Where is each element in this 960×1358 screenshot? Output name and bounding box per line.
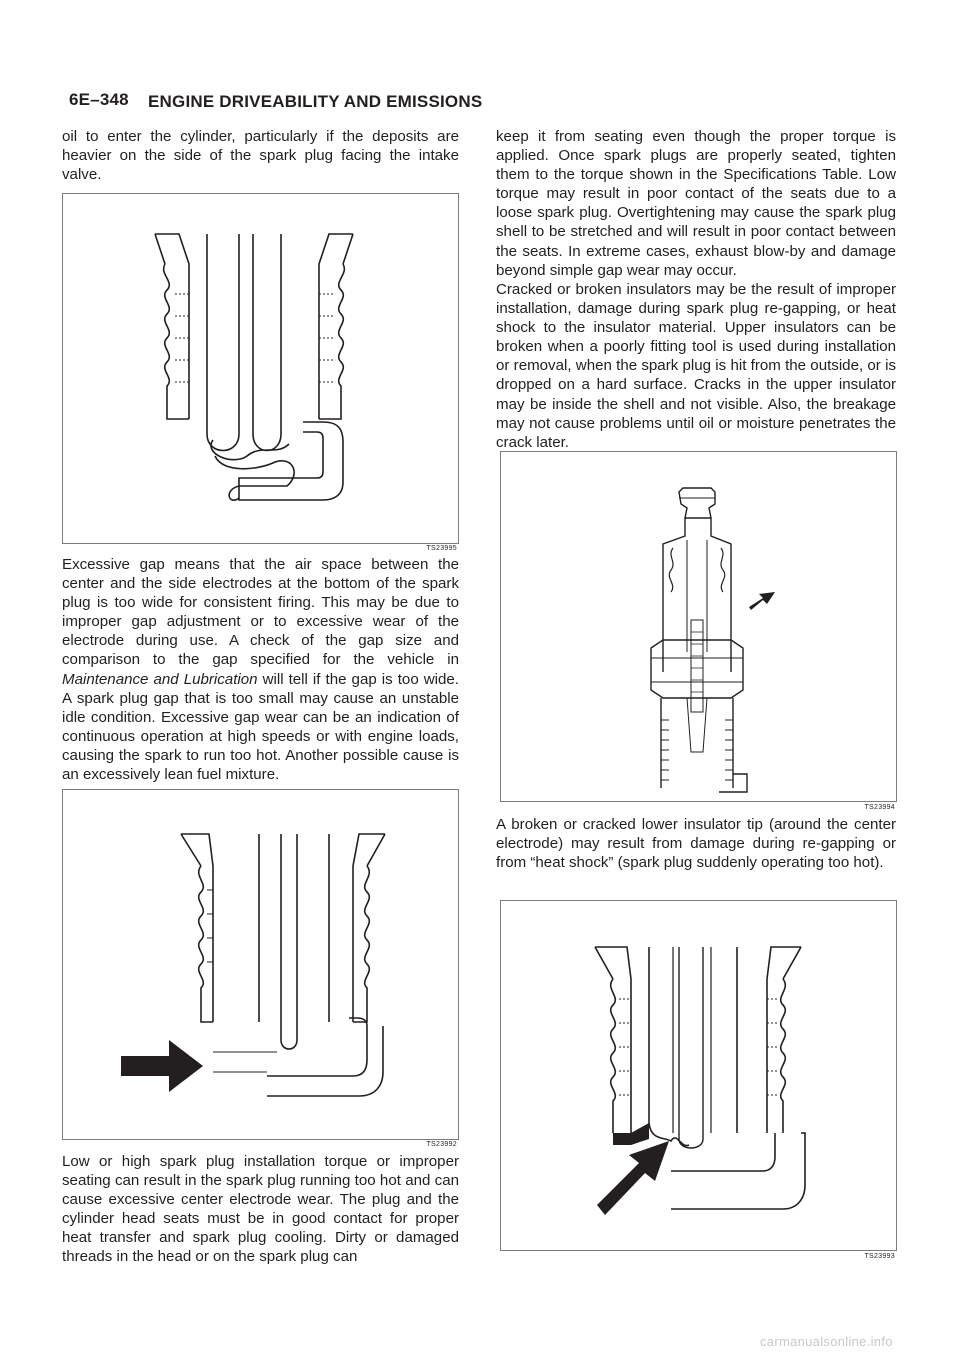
section-title: ENGINE DRIVEABILITY AND EMISSIONS	[148, 92, 483, 111]
right-paragraph-3: A broken or cracked lower insulator tip (around the center electrode) may result from damage during re-gapping or from “heat shock” (spark plug suddenly operating too hot).	[496, 816, 896, 872]
figure-cracked-upper-insulator	[500, 451, 897, 802]
figure-cracked-lower-insulator	[500, 900, 897, 1251]
left-paragraph-2	[62, 555, 459, 784]
para2-text-a: Excessive gap means that the air space between the center and the side electrodes at the bottom of the spark plug is too wide for consistent firing. This may be due to improper gap adjustment or to excessive wear of the electrode during use. A check of the gap size and comparison to the gap specified for the vehicle in	[62, 556, 459, 669]
right-paragraph-1: keep it from seating even though the proper torque is applied. Once spark plugs are properly seated, tighten them to the torque shown in the Specifications Table. Low torque may result in poor contact of the seats due to a loose spark plug. Overtightening may cause the spark plug shell to be stretched and will result in poor contact between the seats. In extreme cases, exhaust blow-by and damage beyond simple gap wear may occur.	[496, 128, 896, 279]
figure4-id: TS23993	[864, 1253, 895, 1260]
page-number: 6E–348	[69, 90, 129, 109]
figure1-id: TS23995	[426, 545, 457, 552]
left-paragraph-1: oil to enter the cylinder, particularly if the deposits are heavier on the side of the spark plug facing the intake valve.	[62, 128, 459, 184]
spark-plug-gap-drawing	[63, 790, 458, 1139]
right-paragraph-2: Cracked or broken insulators may be the result of improper installation, damage during spark plug re-gapping, or heat shock to the insulator material. Upper insulators can be broken when a poorly fitting tool is used during installation or removal, when the spark plug is hit from the outside, or is dropped on a hard surface. Cracks in the upper insulator may be inside the shell and not visible. Also, the breakage may not cause problems until oil or moisture penetrates the crack later.	[496, 281, 896, 451]
para2-text-b: will tell if the gap is too wide. A spark plug gap that is too small may cause an unstable idle condition. Excessive gap wear can be an indication of continuous operation at high speeds or with engine loads, causing the spark to run too hot. Another possible cause is an excessively lean fuel mixture.	[62, 670, 459, 784]
arrow-icon	[597, 1141, 669, 1215]
arrow-icon	[121, 1040, 203, 1092]
figure2-id: TS23992	[426, 1141, 457, 1148]
figure-deposits-spark-plug	[62, 193, 459, 544]
spark-plug-upper-crack-drawing	[501, 452, 896, 801]
spark-plug-lower-crack-drawing	[501, 901, 896, 1250]
arrow-icon	[749, 592, 775, 610]
figure-excessive-gap	[62, 789, 459, 1140]
figure3-id: TS23994	[864, 804, 895, 811]
watermark: carmanualsonline.info	[760, 1334, 893, 1349]
spark-plug-deposits-drawing	[63, 194, 458, 543]
left-paragraph-3: Low or high spark plug installation torque or improper seating can result in the spark plug running too hot and can cause excessive center electrode wear. The plug and the cylinder head seats must be in good contact for proper heat transfer and spark plug cooling. Dirty or damaged threads in the head or on the spark plug can	[62, 1153, 459, 1266]
maintenance-reference: Maintenance and Lubrication	[62, 670, 258, 688]
